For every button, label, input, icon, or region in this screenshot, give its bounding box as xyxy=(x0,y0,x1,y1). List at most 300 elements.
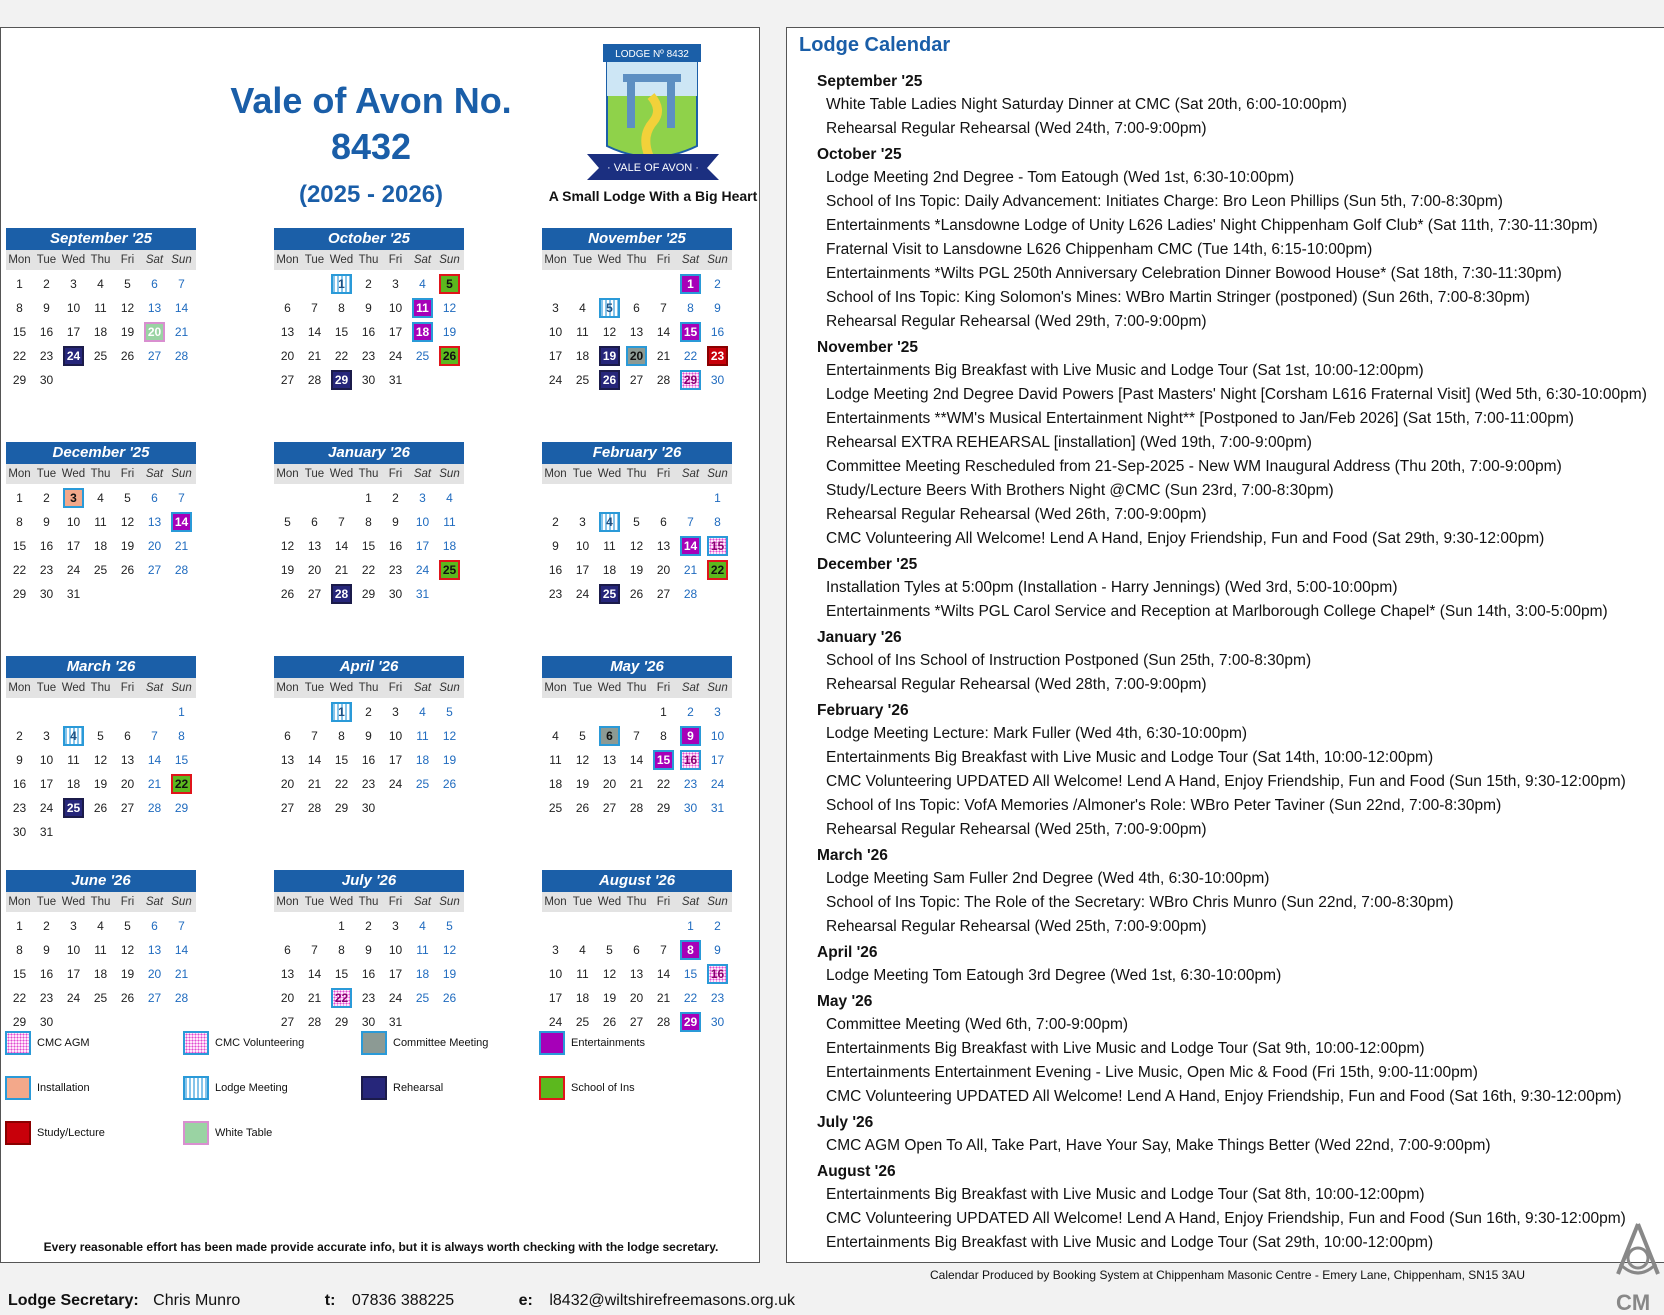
day-number: 14 xyxy=(307,967,322,981)
day-cell xyxy=(650,724,677,748)
day-number: 3 xyxy=(43,729,50,743)
lodge-crest-logo xyxy=(579,36,727,181)
day-cell xyxy=(542,748,569,772)
empty-cell xyxy=(542,486,569,510)
day-cell[interactable] xyxy=(704,558,731,582)
day-cell[interactable] xyxy=(596,510,623,534)
empty-cell xyxy=(623,700,650,724)
day-number: 4 xyxy=(419,919,426,933)
day-number: 13 xyxy=(307,539,322,553)
day-cell xyxy=(87,986,114,1010)
weekday-label: Wed xyxy=(329,468,354,480)
day-cell xyxy=(650,296,677,320)
day-cell xyxy=(704,772,731,796)
day-cell xyxy=(623,724,650,748)
empty-cell xyxy=(569,486,596,510)
day-number: 16 xyxy=(39,325,54,339)
day-cell xyxy=(274,558,301,582)
day-cell xyxy=(141,344,168,368)
day-cell xyxy=(33,534,60,558)
day-cell xyxy=(623,368,650,392)
day-cell xyxy=(623,510,650,534)
day-number: 5 xyxy=(633,515,640,529)
day-number: 10 xyxy=(66,301,81,315)
day-cell xyxy=(542,534,569,558)
day-cell xyxy=(436,510,463,534)
day-number: 4 xyxy=(552,729,559,743)
day-cell[interactable] xyxy=(168,772,195,796)
weekday-header xyxy=(6,678,196,698)
day-number: 10 xyxy=(575,539,590,553)
day-cell xyxy=(677,582,704,606)
day-number: 7 xyxy=(311,729,318,743)
day-cell xyxy=(650,368,677,392)
day-cell xyxy=(623,796,650,820)
weekday-label: Wed xyxy=(329,896,354,908)
event-day-ent: 9 xyxy=(680,726,701,746)
day-cell[interactable] xyxy=(436,344,463,368)
legend-item-agm xyxy=(5,1031,90,1055)
day-cell xyxy=(436,724,463,748)
day-cell xyxy=(409,272,436,296)
day-number: 23 xyxy=(548,587,563,601)
day-number: 25 xyxy=(575,373,590,387)
event-day-ent: 15 xyxy=(653,750,674,770)
day-number: 23 xyxy=(361,349,376,363)
day-number: 25 xyxy=(548,801,563,815)
day-number: 1 xyxy=(365,491,372,505)
day-cell xyxy=(542,320,569,344)
day-cell xyxy=(569,986,596,1010)
day-cell xyxy=(677,986,704,1010)
day-number: 29 xyxy=(334,801,349,815)
month-title: June '26 xyxy=(6,870,196,892)
weekday-label: Tue xyxy=(36,254,57,266)
day-number: 7 xyxy=(338,515,345,529)
day-cell[interactable] xyxy=(677,368,704,392)
day-cell xyxy=(382,320,409,344)
day-number: 12 xyxy=(442,301,457,315)
day-number: 10 xyxy=(548,325,563,339)
day-number: 10 xyxy=(710,729,725,743)
day-cell xyxy=(33,296,60,320)
day-cell xyxy=(141,510,168,534)
day-cell xyxy=(677,962,704,986)
day-cell xyxy=(274,938,301,962)
day-number: 31 xyxy=(710,801,725,815)
day-number: 12 xyxy=(629,539,644,553)
month-2 xyxy=(542,228,732,392)
day-number: 7 xyxy=(311,301,318,315)
empty-cell xyxy=(596,914,623,938)
event-day-lodge: 1 xyxy=(331,274,352,294)
day-cell xyxy=(60,534,87,558)
day-number: 30 xyxy=(361,1015,376,1029)
day-cell[interactable] xyxy=(60,796,87,820)
day-cell[interactable] xyxy=(704,962,731,986)
event-day-reh: 28 xyxy=(331,584,352,604)
day-number: 26 xyxy=(442,777,457,791)
day-number: 30 xyxy=(39,1015,54,1029)
day-cell xyxy=(704,272,731,296)
day-number: 8 xyxy=(16,301,23,315)
day-number: 6 xyxy=(151,277,158,291)
weekday-label: Thu xyxy=(626,468,647,480)
day-cell xyxy=(114,320,141,344)
day-cell xyxy=(168,724,195,748)
day-cell xyxy=(6,510,33,534)
day-cell xyxy=(114,486,141,510)
day-cell xyxy=(274,320,301,344)
day-number: 8 xyxy=(338,729,345,743)
day-number: 18 xyxy=(575,991,590,1005)
legend-item-wt xyxy=(183,1121,272,1145)
day-cell xyxy=(60,558,87,582)
event-entry: Committee Meeting (Wed 6th, 7:00-9:00pm) xyxy=(826,1016,1129,1033)
day-cell xyxy=(87,344,114,368)
day-grid xyxy=(6,914,196,1034)
day-cell[interactable] xyxy=(596,582,623,606)
day-cell xyxy=(168,558,195,582)
weekday-label: Sun xyxy=(707,254,728,266)
event-entry: Entertainments **WM's Musical Entertainment Night** [Postponed to Jan/Feb 2026] (Sat 15th, 7:00-11:00pm) xyxy=(826,410,1574,427)
event-day-ent: 15 xyxy=(680,322,701,342)
day-cell xyxy=(6,986,33,1010)
day-cell xyxy=(355,938,382,962)
day-cell xyxy=(409,914,436,938)
day-number: 18 xyxy=(602,563,617,577)
legend-item-inst xyxy=(5,1076,90,1100)
weekday-label: Mon xyxy=(544,468,567,480)
day-cell xyxy=(114,914,141,938)
day-cell xyxy=(141,962,168,986)
weekday-label: Thu xyxy=(358,254,379,266)
day-cell xyxy=(168,986,195,1010)
day-cell xyxy=(33,986,60,1010)
day-number: 26 xyxy=(442,991,457,1005)
event-month-heading: August '26 xyxy=(817,1163,896,1180)
day-cell[interactable] xyxy=(704,344,731,368)
day-number: 13 xyxy=(280,967,295,981)
day-number: 26 xyxy=(280,587,295,601)
day-number: 3 xyxy=(392,919,399,933)
month-title: August '26 xyxy=(542,870,732,892)
day-number: 26 xyxy=(629,587,644,601)
day-cell xyxy=(301,796,328,820)
day-cell[interactable] xyxy=(677,724,704,748)
event-day-cmcv: 15 xyxy=(707,536,728,556)
tel-value: 07836 388225 xyxy=(351,1292,455,1309)
event-day-ent: 8 xyxy=(680,940,701,960)
day-cell[interactable] xyxy=(677,1010,704,1034)
day-cell[interactable] xyxy=(60,486,87,510)
day-cell xyxy=(704,700,731,724)
event-day-ent: 14 xyxy=(680,536,701,556)
day-cell xyxy=(382,534,409,558)
day-cell xyxy=(141,986,168,1010)
day-cell[interactable] xyxy=(596,344,623,368)
legend-swatch xyxy=(183,1076,209,1100)
legend-label: White Table xyxy=(215,1127,273,1139)
empty-cell xyxy=(542,914,569,938)
event-day-com: 6 xyxy=(599,726,620,746)
day-grid xyxy=(274,914,464,1034)
day-number: 16 xyxy=(361,325,376,339)
day-cell[interactable] xyxy=(60,724,87,748)
day-cell[interactable] xyxy=(168,510,195,534)
legend-item-study xyxy=(5,1121,105,1145)
day-number: 1 xyxy=(714,491,721,505)
day-number: 24 xyxy=(388,349,403,363)
day-number: 23 xyxy=(361,991,376,1005)
day-cell[interactable] xyxy=(328,368,355,392)
empty-cell xyxy=(596,272,623,296)
day-cell xyxy=(569,320,596,344)
day-number: 6 xyxy=(151,491,158,505)
weekday-header xyxy=(274,892,464,912)
lodge-title xyxy=(191,78,551,170)
day-cell xyxy=(141,296,168,320)
month-8 xyxy=(542,656,732,820)
day-cell xyxy=(542,986,569,1010)
day-cell xyxy=(409,510,436,534)
weekday-label: Mon xyxy=(544,896,567,908)
day-cell[interactable] xyxy=(409,296,436,320)
day-number: 29 xyxy=(361,587,376,601)
day-cell xyxy=(623,534,650,558)
day-cell[interactable] xyxy=(596,368,623,392)
day-number: 25 xyxy=(415,991,430,1005)
day-number: 25 xyxy=(415,777,430,791)
weekday-header xyxy=(274,678,464,698)
email-link[interactable]: l8432@wiltshirefreemasons.org.uk xyxy=(549,1292,796,1309)
day-number: 1 xyxy=(16,491,23,505)
day-cell xyxy=(677,558,704,582)
day-cell xyxy=(355,700,382,724)
day-number: 13 xyxy=(280,325,295,339)
day-number: 17 xyxy=(710,753,725,767)
day-cell xyxy=(60,582,87,606)
day-number: 15 xyxy=(683,967,698,981)
day-cell xyxy=(33,344,60,368)
day-number: 14 xyxy=(334,539,349,553)
day-cell xyxy=(623,320,650,344)
day-cell[interactable] xyxy=(596,724,623,748)
legend-label: CMC Volunteering xyxy=(215,1037,305,1049)
event-entry: White Table Ladies Night Saturday Dinner at CMC (Sat 20th, 6:00-10:00pm) xyxy=(826,96,1347,113)
day-number: 14 xyxy=(307,753,322,767)
day-cell xyxy=(596,938,623,962)
day-number: 22 xyxy=(683,991,698,1005)
day-cell xyxy=(569,772,596,796)
day-cell xyxy=(60,938,87,962)
day-cell xyxy=(141,772,168,796)
weekday-label: Sun xyxy=(439,896,460,908)
day-cell xyxy=(623,986,650,1010)
weekday-label: Sat xyxy=(145,682,164,694)
day-number: 6 xyxy=(284,301,291,315)
day-cell xyxy=(328,558,355,582)
day-number: 27 xyxy=(147,563,162,577)
weekday-label: Sun xyxy=(439,682,460,694)
empty-cell xyxy=(141,700,168,724)
day-number: 17 xyxy=(575,563,590,577)
day-cell xyxy=(274,368,301,392)
day-cell[interactable] xyxy=(677,748,704,772)
day-cell[interactable] xyxy=(328,582,355,606)
day-number: 1 xyxy=(660,705,667,719)
day-number: 1 xyxy=(16,919,23,933)
event-month-heading: March '26 xyxy=(817,847,888,864)
day-grid xyxy=(6,272,196,392)
day-cell[interactable] xyxy=(623,344,650,368)
legend-label: Installation xyxy=(37,1082,90,1094)
day-cell xyxy=(6,368,33,392)
day-cell[interactable] xyxy=(677,938,704,962)
day-cell xyxy=(328,510,355,534)
day-cell[interactable] xyxy=(436,272,463,296)
day-cell[interactable] xyxy=(328,272,355,296)
weekday-label: Fri xyxy=(120,682,135,694)
day-cell[interactable] xyxy=(677,534,704,558)
weekday-label: Sun xyxy=(171,254,192,266)
day-cell xyxy=(168,296,195,320)
empty-cell xyxy=(650,914,677,938)
day-cell xyxy=(569,534,596,558)
day-number: 13 xyxy=(656,539,671,553)
legend-label: CMC AGM xyxy=(37,1037,90,1049)
day-number: 10 xyxy=(415,515,430,529)
day-cell[interactable] xyxy=(60,344,87,368)
day-cell[interactable] xyxy=(677,320,704,344)
event-entry: School of Ins Topic: The Role of the Secretary: WBro Chris Munro (Sun 22nd, 7:00-8:30pm) xyxy=(826,894,1454,911)
day-number: 20 xyxy=(280,991,295,1005)
day-cell xyxy=(355,534,382,558)
day-number: 6 xyxy=(284,729,291,743)
month-1 xyxy=(274,228,464,392)
day-cell xyxy=(704,724,731,748)
day-number: 13 xyxy=(602,753,617,767)
day-cell[interactable] xyxy=(596,296,623,320)
event-entry: Lodge Meeting Tom Eatough 3rd Degree (Wed 1st, 6:30-10:00pm) xyxy=(826,967,1282,984)
day-number: 6 xyxy=(151,919,158,933)
event-day-soi: 22 xyxy=(707,560,728,580)
legend-swatch xyxy=(183,1121,209,1145)
weekday-label: Thu xyxy=(626,896,647,908)
day-cell xyxy=(355,724,382,748)
day-number: 21 xyxy=(307,777,322,791)
day-number: 11 xyxy=(549,753,562,767)
day-number: 3 xyxy=(552,301,559,315)
day-cell xyxy=(33,582,60,606)
weekday-label: Fri xyxy=(656,468,671,480)
day-cell[interactable] xyxy=(328,986,355,1010)
event-entry: School of Ins Topic: Daily Advancement: Initiates Charge: Bro Leon Phillips (Sun 5th, 7:00-8:30pm) xyxy=(826,193,1503,210)
day-number: 2 xyxy=(43,491,50,505)
day-cell xyxy=(6,748,33,772)
day-cell xyxy=(87,914,114,938)
day-cell xyxy=(382,582,409,606)
day-cell xyxy=(33,748,60,772)
weekday-label: Tue xyxy=(572,254,593,266)
day-number: 2 xyxy=(43,919,50,933)
empty-cell xyxy=(596,700,623,724)
day-cell[interactable] xyxy=(704,534,731,558)
day-number: 20 xyxy=(656,563,671,577)
day-cell xyxy=(436,962,463,986)
legend-item-ent xyxy=(539,1031,645,1055)
day-cell xyxy=(33,320,60,344)
day-cell[interactable] xyxy=(677,272,704,296)
day-cell xyxy=(114,986,141,1010)
day-cell xyxy=(623,296,650,320)
day-number: 21 xyxy=(307,349,322,363)
day-cell[interactable] xyxy=(328,700,355,724)
day-cell xyxy=(382,748,409,772)
day-cell[interactable] xyxy=(650,748,677,772)
weekday-label: Fri xyxy=(388,254,403,266)
weekday-label: Thu xyxy=(626,682,647,694)
day-number: 11 xyxy=(94,301,107,315)
weekday-label: Mon xyxy=(276,896,299,908)
day-cell xyxy=(87,534,114,558)
event-entry: Study/Lecture Beers With Brothers Night @CMC (Sun 23rd, 7:00-8:30pm) xyxy=(826,482,1334,499)
day-cell xyxy=(650,558,677,582)
weekday-header xyxy=(274,250,464,270)
event-entry: Fraternal Visit to Lansdowne L626 Chippenham CMC (Tue 14th, 6:15-10:00pm) xyxy=(826,241,1373,258)
legend-item-reh xyxy=(361,1076,443,1100)
day-cell xyxy=(274,796,301,820)
day-number: 13 xyxy=(629,967,644,981)
weekday-label: Tue xyxy=(572,896,593,908)
day-cell[interactable] xyxy=(141,320,168,344)
day-number: 24 xyxy=(710,777,725,791)
event-entry: Lodge Meeting 2nd Degree David Powers [Past Masters' Night [Corsham L616 Fraternal Visit] (Wed 5th, 6:30-10:00pm) xyxy=(826,386,1647,403)
weekday-label: Sat xyxy=(681,254,700,266)
day-cell xyxy=(141,938,168,962)
day-number: 9 xyxy=(43,515,50,529)
day-number: 17 xyxy=(66,325,81,339)
event-entry: CMC Volunteering UPDATED All Welcome! Lend A Hand, Enjoy Friendship, Fun and Food (Sun 15th, 9:30-12:00pm) xyxy=(826,773,1626,790)
day-cell xyxy=(301,534,328,558)
day-number: 11 xyxy=(416,943,429,957)
event-day-cmcv: 16 xyxy=(680,750,701,770)
day-number: 13 xyxy=(147,301,162,315)
day-number: 17 xyxy=(388,967,403,981)
event-entry: Rehearsal Regular Rehearsal (Wed 26th, 7:00-9:00pm) xyxy=(826,506,1207,523)
day-number: 18 xyxy=(93,967,108,981)
day-cell xyxy=(141,796,168,820)
day-cell[interactable] xyxy=(409,320,436,344)
day-number: 9 xyxy=(43,943,50,957)
day-cell xyxy=(33,558,60,582)
day-number: 19 xyxy=(442,753,457,767)
weekday-label: Tue xyxy=(304,682,325,694)
day-cell[interactable] xyxy=(436,558,463,582)
day-cell xyxy=(6,724,33,748)
day-cell xyxy=(114,772,141,796)
day-number: 29 xyxy=(656,801,671,815)
event-entry: Rehearsal Regular Rehearsal (Wed 25th, 7:00-9:00pm) xyxy=(826,821,1207,838)
weekday-header xyxy=(6,892,196,912)
day-cell xyxy=(60,962,87,986)
day-cell xyxy=(141,914,168,938)
day-number: 30 xyxy=(12,825,27,839)
legend-swatch xyxy=(361,1076,387,1100)
day-number: 9 xyxy=(552,539,559,553)
weekday-label: Sun xyxy=(707,896,728,908)
weekday-label: Sun xyxy=(439,468,460,480)
